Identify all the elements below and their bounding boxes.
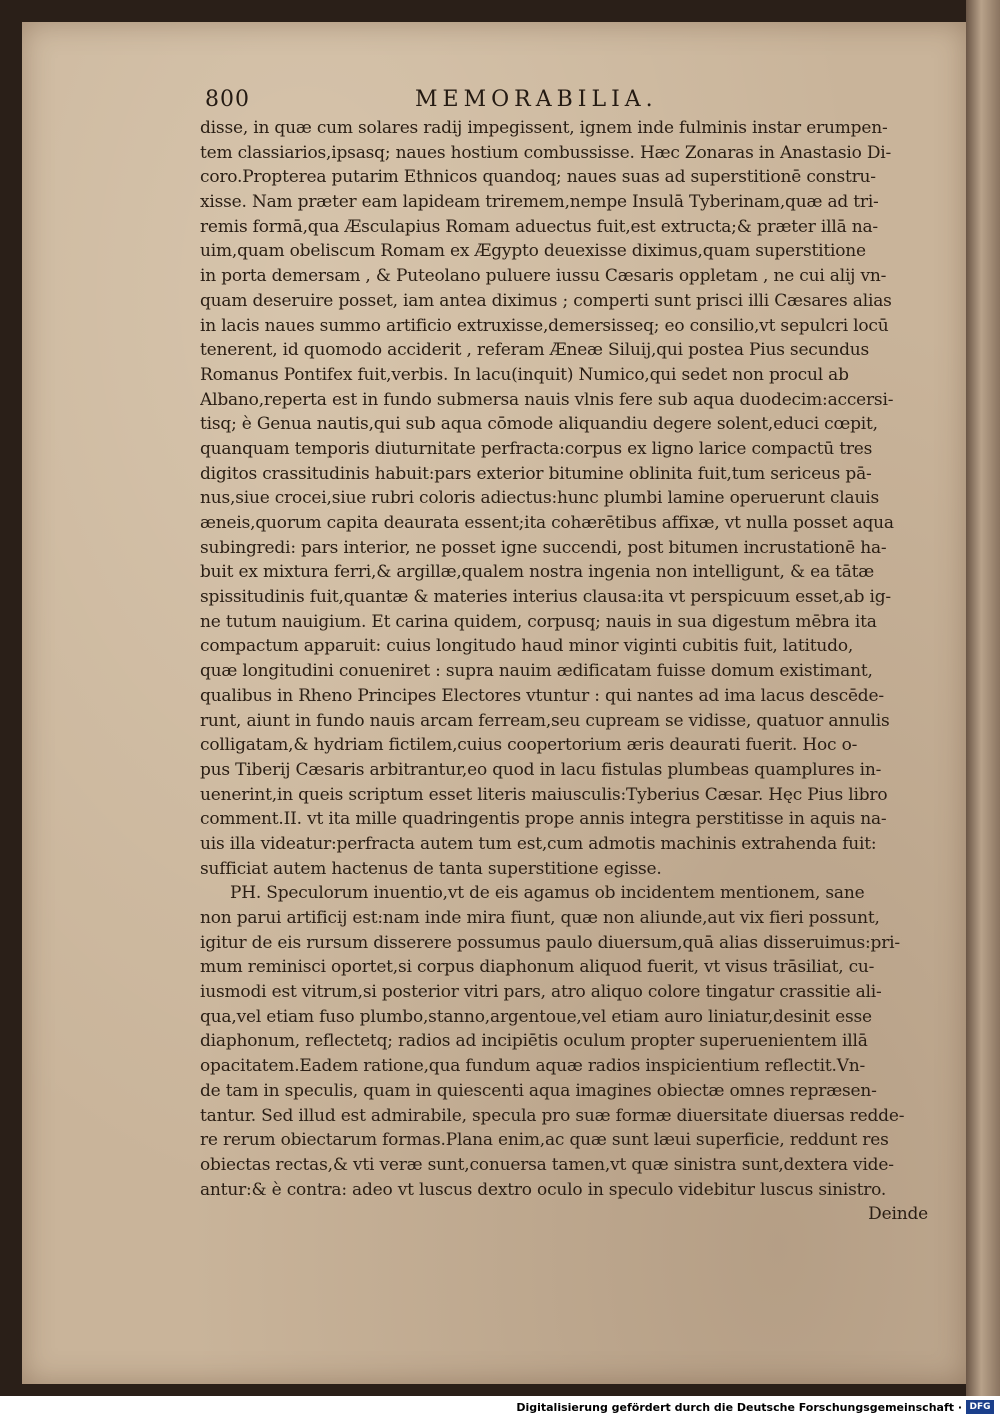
text-line: coro.Propterea putarim Ethnicos quandoq; naues suas ad superstitionē constru-: [200, 167, 876, 188]
book-spine: [966, 0, 1000, 1396]
text-line: in porta demersam , & Puteolano puluere iussu Cæsaris oppletam , ne cui alij vn-: [200, 266, 887, 287]
text-line: uim,quam obeliscum Romam ex Ægypto deuexisse diximus,quam superstitione: [200, 241, 866, 262]
text-line: Albano,reperta est in fundo submersa nauis vlnis fere sub aqua duodecim:accersi-: [200, 389, 894, 410]
text-line: xisse. Nam præter eam lapideam triremem,nempe Insulā Tyberinam,quæ ad tri-: [200, 192, 879, 213]
footer-credit: Digitalisierung gefördert durch die Deutsche Forschungsgemeinschaft ·: [516, 1401, 962, 1414]
text-line: uis illa videatur:perfracta autem tum est,cum admotis machinis extrahenda fuit:: [200, 833, 877, 854]
dfg-logo: DFG: [966, 1400, 994, 1414]
text-line: de tam in speculis, quam in quiescenti aqua imagines obiectæ omnes repræsen-: [200, 1080, 877, 1101]
footer-bar: [0, 1396, 1000, 1419]
text-line: spissitudinis fuit,quantæ & materies interius clausa:ita vt perspicuum esset,ab ig-: [200, 587, 891, 608]
text-line: buit ex mixtura ferri,& argillæ,qualem nostra ingenia non intelligunt, & ea tātæ: [200, 562, 875, 583]
text-line: obiectas rectas,& vti veræ sunt,conuersa tamen,vt quæ sinistra sunt,dextera vide-: [200, 1154, 894, 1175]
text-line: non parui artificij est:nam inde mira fiunt, quæ non aliunde,aut vix fieri possunt,: [200, 908, 880, 928]
body-text: [200, 116, 940, 1227]
text-line: disse, in quæ cum solares radij impegissent, ignem inde fulminis instar erumpen-: [200, 118, 888, 138]
text-line: ne tutum nauigium. Et carina quidem, corpusq; nauis in sua digestum mēbra ita: [200, 611, 877, 632]
text-line: quam deseruire posset, iam antea diximus ; comperti sunt prisci illi Cæsares alias: [200, 290, 892, 311]
text-line: runt, aiunt in fundo nauis arcam ferream,seu cupream se vidisse, quatuor annulis: [200, 710, 890, 731]
text-line: antur:& è contra: adeo vt luscus dextro oculo in speculo videbitur luscus sinistro.: [200, 1179, 887, 1200]
text-line: quæ longitudini conueniret : supra nauim ædificatam fuisse domum existimant,: [200, 661, 873, 682]
text-line: pus Tiberij Cæsaris arbitrantur,eo quod in lacu fistulas plumbeas quamplures in-: [200, 759, 882, 780]
text-line: remis formā,qua Æsculapius Romam aduectus fuit,est extructa;& præter illā na-: [200, 216, 878, 237]
text-line: tisq; è Genua nautis,qui sub aqua cōmode aliquandiu degere solent,educi cœpit,: [200, 414, 878, 435]
text-line: iusmodi est vitrum,si posterior vitri pars, atro aliquo colore tingatur crassitie ali-: [200, 982, 882, 1003]
text-line: opacitatem.Eadem ratione,qua fundum aquæ radios inspicientium reflectit.Vn-: [200, 1056, 866, 1077]
text-line: comment.II. vt ita mille quadringentis prope annis integra perstitisse in aquis na-: [200, 809, 887, 830]
text-line: PH. Speculorum inuentio,vt de eis agamus ob incidentem mentionem, sane: [230, 883, 865, 904]
text-line: digitos crassitudinis habuit:pars exterior bitumine oblinita fuit,tum sericeus pā-: [200, 463, 872, 484]
text-line: sufficiat autem hactenus de tanta superstitione egisse.: [200, 858, 662, 879]
text-line: igitur de eis rursum disserere possumus paulo diuersum,quā alias disseruimus:pri-: [200, 932, 900, 953]
text-line: tenerent, id quomodo acciderit , referam Æneæ Siluij,qui postea Pius secundus: [200, 340, 870, 361]
catchword: Deinde: [868, 1204, 928, 1225]
text-line: nus,siue crocei,siue rubri coloris adiectus:hunc plumbi lamine operuerunt clauis: [200, 488, 879, 509]
text-line: re rerum obiectarum formas.Plana enim,ac quæ sunt læui superficie, reddunt res: [200, 1130, 889, 1151]
text-line: qua,vel etiam fuso plumbo,stanno,argentoue,vel etiam auro liniatur,desinit esse: [200, 1006, 872, 1027]
text-line: compactum apparuit: cuius longitudo haud minor viginti cubitis fuit, latitudo,: [200, 636, 854, 657]
running-title: MEMORABILIA.: [415, 87, 658, 112]
text-line: uenerint,in queis scriptum esset literis maiusculis:Tyberius Cæsar. Hęc Pius libro: [200, 784, 888, 805]
text-line: mum reminisci oportet,si corpus diaphonum aliquod fuerit, vt visus trāsiliat, cu-: [200, 957, 875, 978]
text-line: in lacis naues summo artificio extruxisse,demersisseq; eo consilio,vt sepulcri locū: [200, 315, 889, 336]
text-line: Romanus Pontifex fuit,verbis. In lacu(inquit) Numico,qui sedet non procul ab: [200, 364, 849, 385]
text-line: colligatam,& hydriam fictilem,cuius coopertorium æris deaurati fuerit. Hoc o-: [200, 735, 858, 756]
text-line: tantur. Sed illud est admirabile, specula pro suæ formæ diuersitate diuersas redde-: [200, 1105, 905, 1126]
text-line: quanquam temporis diuturnitate perfracta:corpus ex ligno larice compactū tres: [200, 438, 873, 459]
text-line: subingredi: pars interior, ne posset igne succendi, post bitumen incrustationē ha-: [200, 537, 887, 558]
page-header: [205, 87, 735, 113]
text-line: qualibus in Rheno Principes Electores vtuntur : qui nantes ad ima lacus descēde-: [200, 685, 884, 706]
text-line: æneis,quorum capita deaurata essent;ita cohærētibus affixæ, vt nulla posset aqua: [200, 513, 894, 533]
page-number: 800: [205, 87, 250, 112]
text-line: diaphonum, reflectetq; radios ad incipiētis oculum propter superuenientem illā: [200, 1031, 868, 1052]
text-line: tem classiarios,ipsasq; naues hostium combussisse. Hæc Zonaras in Anastasio Di-: [200, 142, 892, 163]
